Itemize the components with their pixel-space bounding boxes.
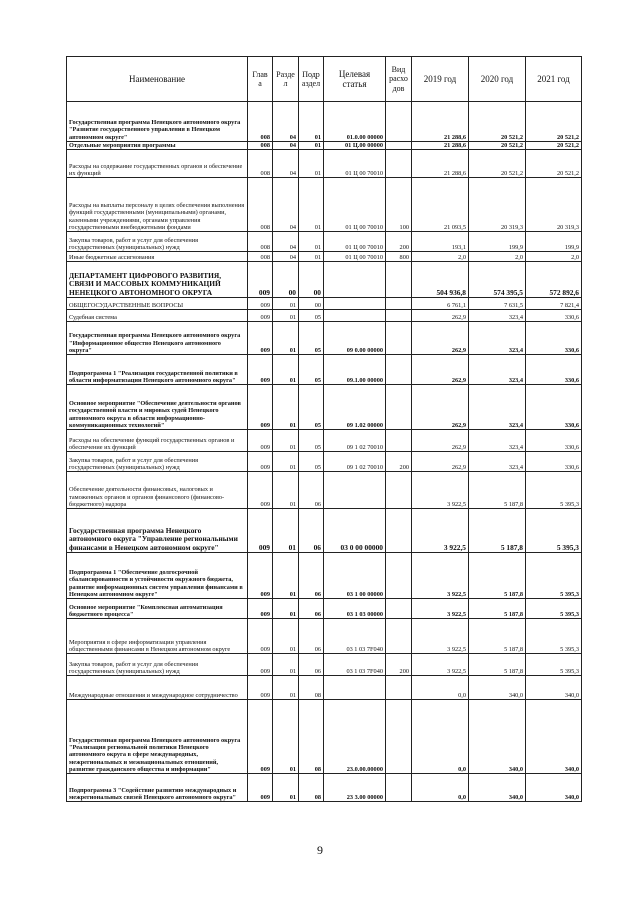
cell-article: 01.0.00 00000 (324, 102, 386, 142)
table-row (67, 102, 582, 142)
cell-glava: 008 (248, 142, 273, 150)
header-2020: 2020 год (469, 57, 526, 102)
cell-podrazdel: 01 (299, 252, 324, 262)
cell-name: Закупка товаров, работ и услуг для обеспечения государственных (муниципальных) нужд (67, 232, 248, 252)
cell-name: ОБЩЕГОСУДАРСТВЕННЫЕ ВОПРОСЫ (67, 298, 248, 310)
cell-vid (386, 774, 412, 802)
cell-razdel: 01 (273, 553, 299, 599)
cell-vid (386, 430, 412, 452)
cell-podrazdel: 01 (299, 102, 324, 142)
table-row (67, 472, 582, 509)
cell-2019: 3 922,5 (412, 472, 469, 509)
cell-2019: 193,1 (412, 232, 469, 252)
cell-razdel: 01 (273, 599, 299, 619)
cell-article: 01 Ц 00 70010 (324, 150, 386, 178)
header-glava: Глав а (248, 57, 273, 102)
cell-name: Государственная программа Ненецкого автономного округа "Управление региональными финансами в Ненецком автономном округе" (67, 509, 248, 553)
cell-2019: 3 922,5 (412, 619, 469, 654)
cell-podrazdel: 08 (299, 700, 324, 774)
header-vid: Вид расхо дов (386, 57, 412, 102)
cell-name: Расходы на обеспечение функций государственных органов и обеспечение их функций (67, 430, 248, 452)
cell-name: Расходы на содержание государственных органов и обеспечение их функций (67, 150, 248, 178)
table-row (67, 452, 582, 472)
cell-article (324, 472, 386, 509)
table-row (67, 700, 582, 774)
cell-2020: 5 187,8 (469, 654, 526, 676)
cell-name: ДЕПАРТАМЕНТ ЦИФРОВОГО РАЗВИТИЯ, СВЯЗИ И МАССОВЫХ КОММУНИКАЦИЙ НЕНЕЦКОГО АВТОНОМНОГО ОКРУГА (67, 262, 248, 298)
cell-2021: 330,6 (526, 385, 582, 430)
cell-name: Мероприятия в сфере информатизации управления общественными финансами в Ненецком автономном округе (67, 619, 248, 654)
cell-podrazdel: 01 (299, 142, 324, 150)
table-row (67, 676, 582, 700)
cell-podrazdel: 06 (299, 509, 324, 553)
cell-glava: 009 (248, 472, 273, 509)
cell-razdel: 01 (273, 619, 299, 654)
cell-article: 03 1 03 00000 (324, 599, 386, 619)
cell-vid (386, 619, 412, 654)
cell-2020: 323,4 (469, 322, 526, 355)
table-row (67, 509, 582, 553)
cell-2021: 199,9 (526, 232, 582, 252)
cell-podrazdel: 00 (299, 262, 324, 298)
cell-article: 09 1 02 70010 (324, 430, 386, 452)
cell-razdel: 01 (273, 430, 299, 452)
cell-podrazdel: 05 (299, 322, 324, 355)
cell-2020: 340,0 (469, 774, 526, 802)
cell-vid (386, 385, 412, 430)
cell-2021: 5 395,3 (526, 472, 582, 509)
cell-razdel: 01 (273, 355, 299, 385)
cell-2020: 5 187,8 (469, 509, 526, 553)
table-row (67, 599, 582, 619)
cell-2021: 20 319,3 (526, 178, 582, 232)
cell-2019: 3 922,5 (412, 509, 469, 553)
table-row (67, 142, 582, 150)
header-2019: 2019 год (412, 57, 469, 102)
table-row (67, 430, 582, 452)
cell-glava: 008 (248, 252, 273, 262)
cell-name: Подпрограмма 3 "Содействие развитию международных и межрегиональных связей Ненецкого автономного округа" (67, 774, 248, 802)
cell-glava: 009 (248, 298, 273, 310)
cell-2021: 330,6 (526, 310, 582, 322)
cell-2019: 262,9 (412, 385, 469, 430)
cell-glava: 008 (248, 150, 273, 178)
cell-podrazdel: 01 (299, 178, 324, 232)
cell-2021: 330,6 (526, 452, 582, 472)
cell-glava: 009 (248, 322, 273, 355)
cell-2021: 340,0 (526, 774, 582, 802)
cell-2019: 3 922,5 (412, 654, 469, 676)
cell-2019: 3 922,5 (412, 599, 469, 619)
cell-article: 23.0.00.00000 (324, 700, 386, 774)
cell-vid: 200 (386, 654, 412, 676)
table-row (67, 385, 582, 430)
cell-2020: 2,0 (469, 252, 526, 262)
cell-podrazdel: 08 (299, 774, 324, 802)
cell-glava: 009 (248, 430, 273, 452)
cell-article: 03 1 03 7F040 (324, 619, 386, 654)
cell-2019: 262,9 (412, 452, 469, 472)
cell-name: Обеспечение деятельности финансовых, налоговых и таможенных органов и органов финансового (финансово-бюджетного) надзора (67, 472, 248, 509)
table-body (67, 102, 582, 802)
cell-razdel: 00 (273, 262, 299, 298)
header-article: Целевая статья (324, 57, 386, 102)
cell-glava: 009 (248, 452, 273, 472)
cell-glava: 009 (248, 654, 273, 676)
cell-article: 01 Ц 00 70010 (324, 232, 386, 252)
cell-glava: 009 (248, 262, 273, 298)
cell-2020: 5 187,8 (469, 553, 526, 599)
cell-2019: 0,0 (412, 700, 469, 774)
cell-podrazdel: 06 (299, 472, 324, 509)
cell-2019: 21 288,6 (412, 150, 469, 178)
cell-2021: 7 821,4 (526, 298, 582, 310)
page-number: 9 (317, 843, 323, 857)
cell-article: 09 1 02 70010 (324, 452, 386, 472)
cell-podrazdel: 06 (299, 654, 324, 676)
cell-2021: 340,0 (526, 676, 582, 700)
cell-name: Отдельные мероприятия программы (67, 142, 248, 150)
cell-razdel: 01 (273, 310, 299, 322)
cell-glava: 009 (248, 619, 273, 654)
cell-2020: 20 521,2 (469, 150, 526, 178)
cell-vid: 100 (386, 178, 412, 232)
cell-2019: 21 288,6 (412, 142, 469, 150)
cell-2019: 504 936,8 (412, 262, 469, 298)
cell-2021: 5 395,3 (526, 619, 582, 654)
cell-podrazdel: 06 (299, 553, 324, 599)
cell-podrazdel: 05 (299, 355, 324, 385)
table-row (67, 262, 582, 298)
cell-2020: 7 631,5 (469, 298, 526, 310)
cell-name: Подпрограмма 1 "Реализация государственной политики в области информатизации Ненецкого автономного округа" (67, 355, 248, 385)
cell-glava: 009 (248, 509, 273, 553)
cell-2020: 5 187,8 (469, 472, 526, 509)
cell-vid (386, 553, 412, 599)
cell-article: 09.1.00 00000 (324, 355, 386, 385)
cell-vid (386, 509, 412, 553)
table-header-row (67, 57, 582, 102)
table-row (67, 553, 582, 599)
cell-2019: 262,9 (412, 322, 469, 355)
table-row (67, 298, 582, 310)
cell-article: 09 1.02 00000 (324, 385, 386, 430)
cell-2021: 340,0 (526, 700, 582, 774)
table-row (67, 178, 582, 232)
cell-2021: 330,6 (526, 430, 582, 452)
cell-glava: 008 (248, 232, 273, 252)
cell-vid: 200 (386, 232, 412, 252)
cell-2019: 21 288,6 (412, 102, 469, 142)
cell-podrazdel: 05 (299, 310, 324, 322)
cell-razdel: 04 (273, 252, 299, 262)
header-razdel: Разде л (273, 57, 299, 102)
cell-glava: 009 (248, 310, 273, 322)
cell-glava: 008 (248, 102, 273, 142)
cell-vid (386, 322, 412, 355)
cell-glava: 009 (248, 599, 273, 619)
cell-article: 01 Ц 00 70010 (324, 252, 386, 262)
cell-2020: 323,4 (469, 430, 526, 452)
cell-podrazdel: 08 (299, 676, 324, 700)
cell-article: 09 0.00 00000 (324, 322, 386, 355)
cell-name: Подпрограмма 1 "Обеспечение долгосрочной сбалансированности и устойчивости окружного бюджета, развитие информационных систем управления финансами в Ненецком автономном округе" (67, 553, 248, 599)
cell-2021: 572 892,6 (526, 262, 582, 298)
cell-razdel: 04 (273, 102, 299, 142)
cell-article: 03 1 00 00000 (324, 553, 386, 599)
budget-table (66, 56, 582, 802)
cell-article: 03 0 00 00000 (324, 509, 386, 553)
cell-razdel: 01 (273, 676, 299, 700)
cell-vid (386, 700, 412, 774)
cell-vid (386, 676, 412, 700)
cell-2020: 323,4 (469, 310, 526, 322)
cell-2021: 2,0 (526, 252, 582, 262)
cell-2021: 330,6 (526, 322, 582, 355)
cell-razdel: 04 (273, 232, 299, 252)
table-row (67, 232, 582, 252)
cell-2020: 20 319,3 (469, 178, 526, 232)
cell-name: Государственная программа Ненецкого автономного округа "Информационное общество Ненецкого автономного округа" (67, 322, 248, 355)
header-name: Наименование (67, 57, 248, 102)
cell-2019: 3 922,5 (412, 553, 469, 599)
cell-2019: 262,9 (412, 430, 469, 452)
cell-podrazdel: 01 (299, 232, 324, 252)
header-2021: 2021 год (526, 57, 582, 102)
table-row (67, 654, 582, 676)
cell-article (324, 676, 386, 700)
cell-2021: 20 521,2 (526, 102, 582, 142)
cell-vid (386, 150, 412, 178)
cell-glava: 009 (248, 700, 273, 774)
table-row (67, 310, 582, 322)
cell-vid (386, 355, 412, 385)
cell-2019: 6 761,1 (412, 298, 469, 310)
cell-vid (386, 599, 412, 619)
cell-glava: 009 (248, 355, 273, 385)
cell-razdel: 01 (273, 509, 299, 553)
cell-2019: 2,0 (412, 252, 469, 262)
cell-2020: 323,4 (469, 385, 526, 430)
cell-name: Иные бюджетные ассигнования (67, 252, 248, 262)
table-row (67, 322, 582, 355)
cell-razdel: 04 (273, 150, 299, 178)
cell-2020: 323,4 (469, 355, 526, 385)
cell-2019: 21 093,5 (412, 178, 469, 232)
cell-vid (386, 142, 412, 150)
cell-article: 01 Ц.00 00000 (324, 142, 386, 150)
cell-vid (386, 298, 412, 310)
table-row (67, 774, 582, 802)
cell-2021: 330,6 (526, 355, 582, 385)
cell-vid: 200 (386, 452, 412, 472)
cell-vid (386, 472, 412, 509)
cell-glava: 009 (248, 774, 273, 802)
cell-razdel: 01 (273, 774, 299, 802)
cell-2020: 340,0 (469, 676, 526, 700)
cell-2021: 5 395,3 (526, 599, 582, 619)
cell-article (324, 310, 386, 322)
cell-name: Судебная система (67, 310, 248, 322)
cell-2020: 5 187,8 (469, 599, 526, 619)
cell-2020: 20 521,2 (469, 102, 526, 142)
cell-article (324, 262, 386, 298)
cell-2020: 574 395,5 (469, 262, 526, 298)
cell-name: Государственная программа Ненецкого автономного округа "Развитие государственного управления в Ненецком автономном округе" (67, 102, 248, 142)
cell-2021: 5 395,3 (526, 509, 582, 553)
cell-podrazdel: 05 (299, 452, 324, 472)
cell-2019: 0,0 (412, 774, 469, 802)
cell-razdel: 01 (273, 654, 299, 676)
table-row (67, 355, 582, 385)
cell-2020: 340,0 (469, 700, 526, 774)
cell-name: Закупка товаров, работ и услуг для обеспечения государственных (муниципальных) нужд (67, 654, 248, 676)
cell-razdel: 01 (273, 385, 299, 430)
cell-article (324, 298, 386, 310)
cell-razdel: 01 (273, 452, 299, 472)
cell-vid (386, 262, 412, 298)
cell-2020: 5 187,8 (469, 619, 526, 654)
cell-podrazdel: 06 (299, 619, 324, 654)
cell-2020: 20 521,2 (469, 142, 526, 150)
cell-2021: 5 395,3 (526, 654, 582, 676)
cell-2021: 20 521,2 (526, 150, 582, 178)
cell-vid (386, 310, 412, 322)
cell-2020: 199,9 (469, 232, 526, 252)
cell-name: Государственная программа Ненецкого автономного округа "Реализация региональной политики Ненецкого автономного округа в сфере международных, межрегиональных и межнациональных отношений, развитие гражданского общества и информации" (67, 700, 248, 774)
cell-2019: 262,9 (412, 355, 469, 385)
cell-name: Расходы на выплаты персоналу в целях обеспечения выполнения функций государственными (муниципальными) органами, казенными учреждениями, органами управления государственными внебюджетными фондами (67, 178, 248, 232)
cell-razdel: 01 (273, 322, 299, 355)
table-row (67, 150, 582, 178)
cell-glava: 009 (248, 676, 273, 700)
cell-2021: 5 395,3 (526, 553, 582, 599)
cell-name: Международные отношения и международное сотрудничество (67, 676, 248, 700)
cell-vid (386, 102, 412, 142)
cell-razdel: 04 (273, 178, 299, 232)
cell-2021: 20 521,2 (526, 142, 582, 150)
cell-glava: 008 (248, 178, 273, 232)
cell-2019: 262,9 (412, 310, 469, 322)
cell-podrazdel: 00 (299, 298, 324, 310)
cell-name: Основное мероприятие "Обеспечение деятельности органов государственной власти и мировых судей Ненецкого автономного округа в области информационно-коммуникационных технологий" (67, 385, 248, 430)
cell-article: 03 1 03 7F040 (324, 654, 386, 676)
cell-2020: 323,4 (469, 452, 526, 472)
table-row (67, 252, 582, 262)
cell-article: 23 3.00 00000 (324, 774, 386, 802)
cell-2019: 0,0 (412, 676, 469, 700)
cell-vid: 800 (386, 252, 412, 262)
cell-glava: 009 (248, 553, 273, 599)
cell-razdel: 01 (273, 298, 299, 310)
cell-name: Основное мероприятие "Комплексная автоматизация бюджетного процесса" (67, 599, 248, 619)
cell-podrazdel: 05 (299, 430, 324, 452)
header-podrazdel: Подр аздел (299, 57, 324, 102)
cell-name: Закупка товаров, работ и услуг для обеспечения государственных (муниципальных) нужд (67, 452, 248, 472)
cell-glava: 009 (248, 385, 273, 430)
cell-podrazdel: 06 (299, 599, 324, 619)
cell-article: 01 Ц 00 70010 (324, 178, 386, 232)
cell-podrazdel: 05 (299, 385, 324, 430)
cell-razdel: 04 (273, 142, 299, 150)
cell-razdel: 01 (273, 472, 299, 509)
cell-podrazdel: 01 (299, 150, 324, 178)
cell-razdel: 01 (273, 700, 299, 774)
table-row (67, 619, 582, 654)
